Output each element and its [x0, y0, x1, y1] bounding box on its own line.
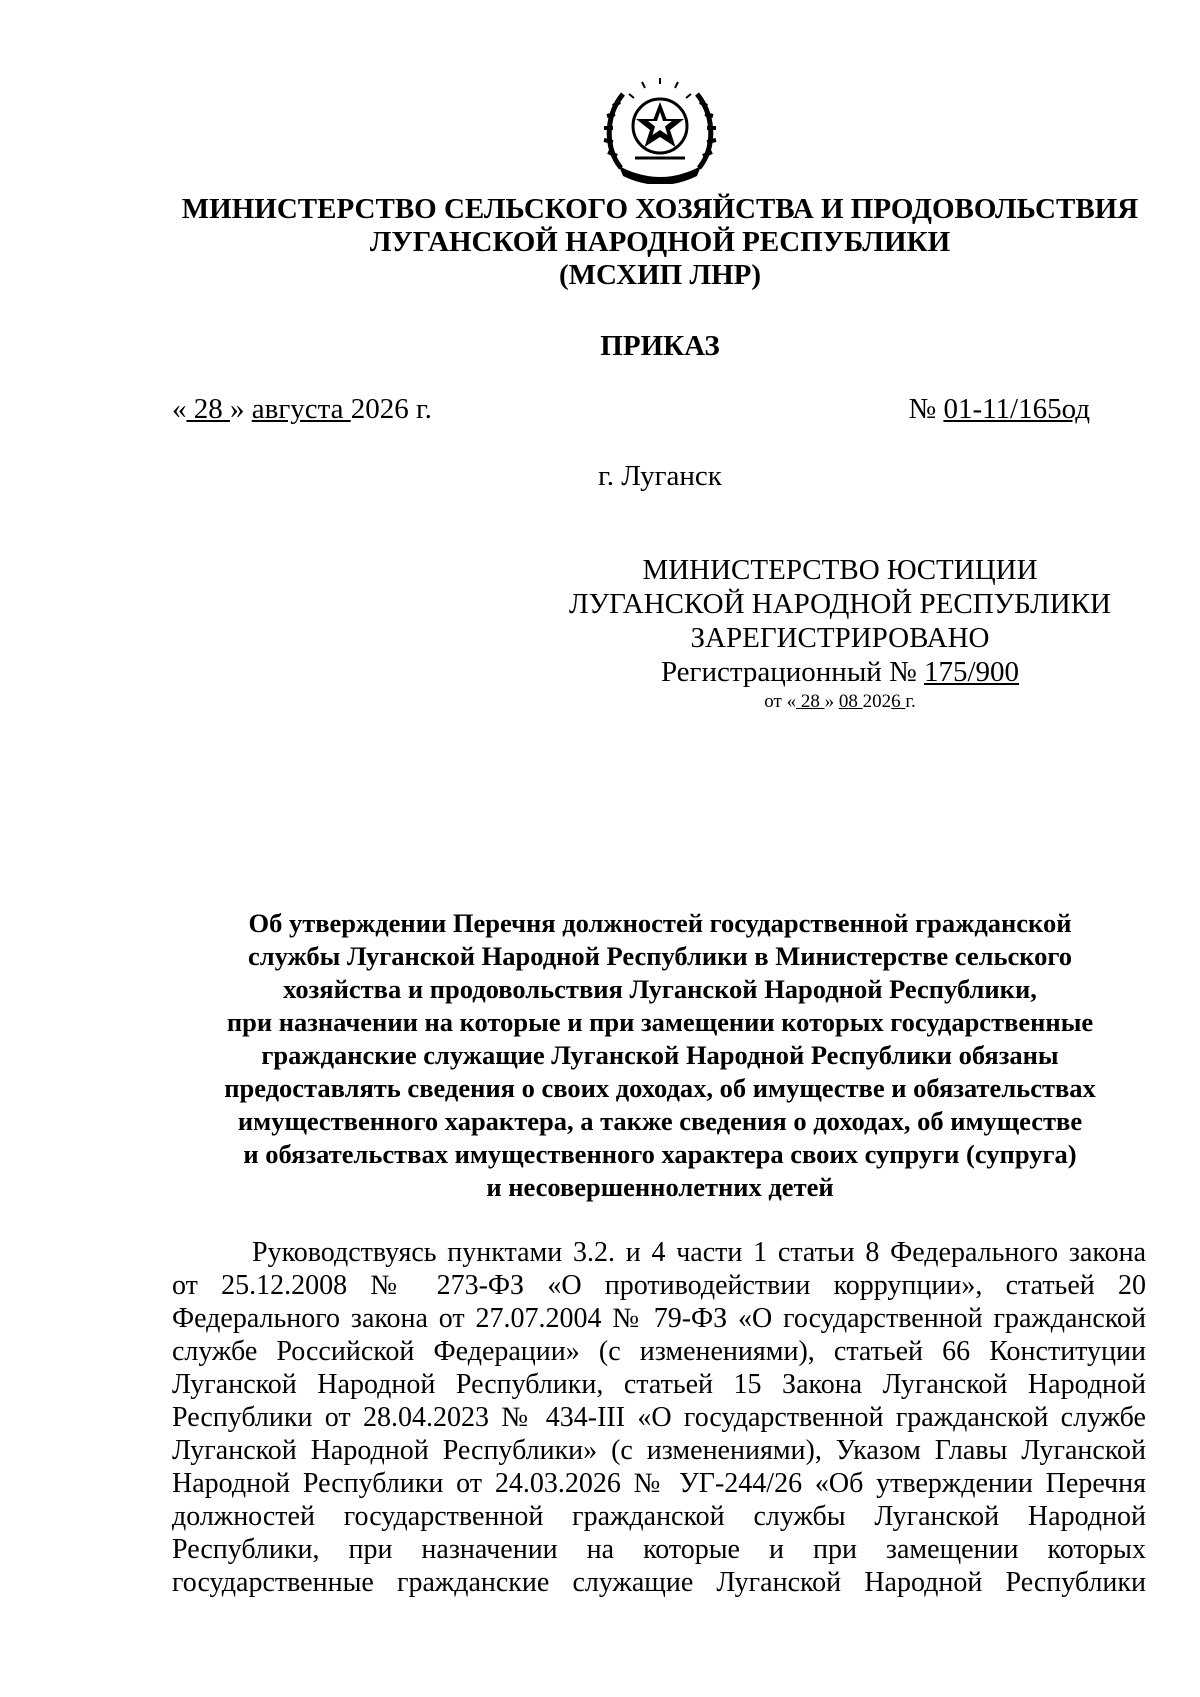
- reg-label: Регистрационный №: [660, 656, 924, 688]
- date-open-quote: «: [172, 393, 187, 425]
- registration-stamp: [560, 553, 1120, 715]
- subject-line: хозяйства и продовольствия Луганской Народной Республики,: [283, 974, 1037, 1004]
- date-day: 28: [186, 393, 230, 425]
- order-number: [909, 393, 1090, 426]
- reg-line: МИНИСТЕРСТВО ЮСТИЦИИ: [642, 554, 1038, 586]
- order-body: [172, 1236, 1146, 1599]
- body-line: государственные гражданские служащие Луганской Народной Республики: [172, 1567, 1146, 1598]
- subject-line: Об утверждении Перечня должностей государственной гражданской: [248, 908, 1072, 938]
- body-line: Луганской Народной Республики» (с изменениями), Указом Главы Луганской: [172, 1435, 1146, 1466]
- subject-line: гражданские служащие Луганской Народной Республики обязаны: [261, 1040, 1059, 1070]
- subject-line: предоставлять сведения о своих доходах, об имуществе и обязательствах: [224, 1073, 1096, 1103]
- reg-from-prefix: от «: [764, 691, 797, 712]
- reg-date: [560, 689, 1120, 715]
- reg-year-a: 202: [862, 691, 892, 712]
- org-line: (МСХИП ЛНР): [558, 259, 762, 291]
- reg-line: ЗАРЕГИСТРИРОВАНО: [690, 622, 990, 654]
- body-line: должностей государственной гражданской службы Луганской Народной: [172, 1501, 1146, 1532]
- order-subject: [180, 907, 1140, 1204]
- reg-line: ЛУГАНСКОЙ НАРОДНОЙ РЕСПУБЛИКИ: [568, 588, 1111, 620]
- order-date: [172, 393, 432, 426]
- number-prefix: №: [908, 393, 944, 425]
- reg-mid: »: [824, 691, 839, 712]
- body-line: Республики, при назначении на которые и при замещении которых: [172, 1534, 1146, 1565]
- reg-number-line: [560, 655, 1120, 689]
- body-line: Луганской Народной Республики, статьей 15 Закона Луганской Народной: [172, 1369, 1146, 1400]
- organization-name: [0, 193, 1200, 292]
- body-line: Республики от 28.04.2023 № 434-III «О государственной гражданской службе: [172, 1402, 1146, 1433]
- body-line: Руководствуясь пунктами 3.2. и 4 части 1 статьи 8 Федерального закона: [252, 1237, 1146, 1268]
- reg-day: 28: [796, 691, 825, 712]
- reg-year-b: 6: [891, 691, 906, 712]
- city: г. Луганск: [598, 460, 722, 492]
- reg-number: 175/900: [924, 656, 1020, 688]
- state-emblem-icon: [601, 76, 719, 184]
- reg-suffix: г.: [905, 691, 916, 712]
- subject-line: и обязательствах имущественного характера своих супруги (супруга): [243, 1139, 1077, 1169]
- subject-line: и несовершеннолетних детей: [486, 1172, 834, 1202]
- document-type: ПРИКАЗ: [600, 330, 720, 362]
- org-line: МИНИСТЕРСТВО СЕЛЬСКОГО ХОЗЯЙСТВА И ПРОДОВОЛЬСТВИЯ: [181, 193, 1139, 225]
- subject-line: имущественного характера, а также сведения о доходах, об имуществе: [237, 1106, 1083, 1136]
- date-month: августа: [251, 393, 351, 425]
- body-line: Народной Республики от 24.03.2026 № УГ-244/26 «Об утверждении Перечня: [172, 1468, 1146, 1499]
- org-line: ЛУГАНСКОЙ НАРОДНОЙ РЕСПУБЛИКИ: [369, 226, 951, 258]
- body-line: от 25.12.2008 № 273-ФЗ «О противодействии коррупции», статьей 20: [172, 1270, 1146, 1301]
- date-year: 2026 г.: [350, 393, 432, 425]
- subject-line: службы Луганской Народной Республики в Министерстве сельского: [247, 941, 1073, 971]
- body-line: службе Российской Федерации» (с изменениями), статьей 66 Конституции: [172, 1336, 1146, 1367]
- number-value: 01-11/165од: [943, 393, 1090, 425]
- reg-month: 08: [838, 691, 863, 712]
- subject-line: при назначении на которые и при замещении которых государственные: [226, 1007, 1094, 1037]
- body-line: Федерального закона от 27.07.2004 № 79-ФЗ «О государственной гражданской: [172, 1303, 1146, 1334]
- date-close-quote: »: [230, 393, 245, 425]
